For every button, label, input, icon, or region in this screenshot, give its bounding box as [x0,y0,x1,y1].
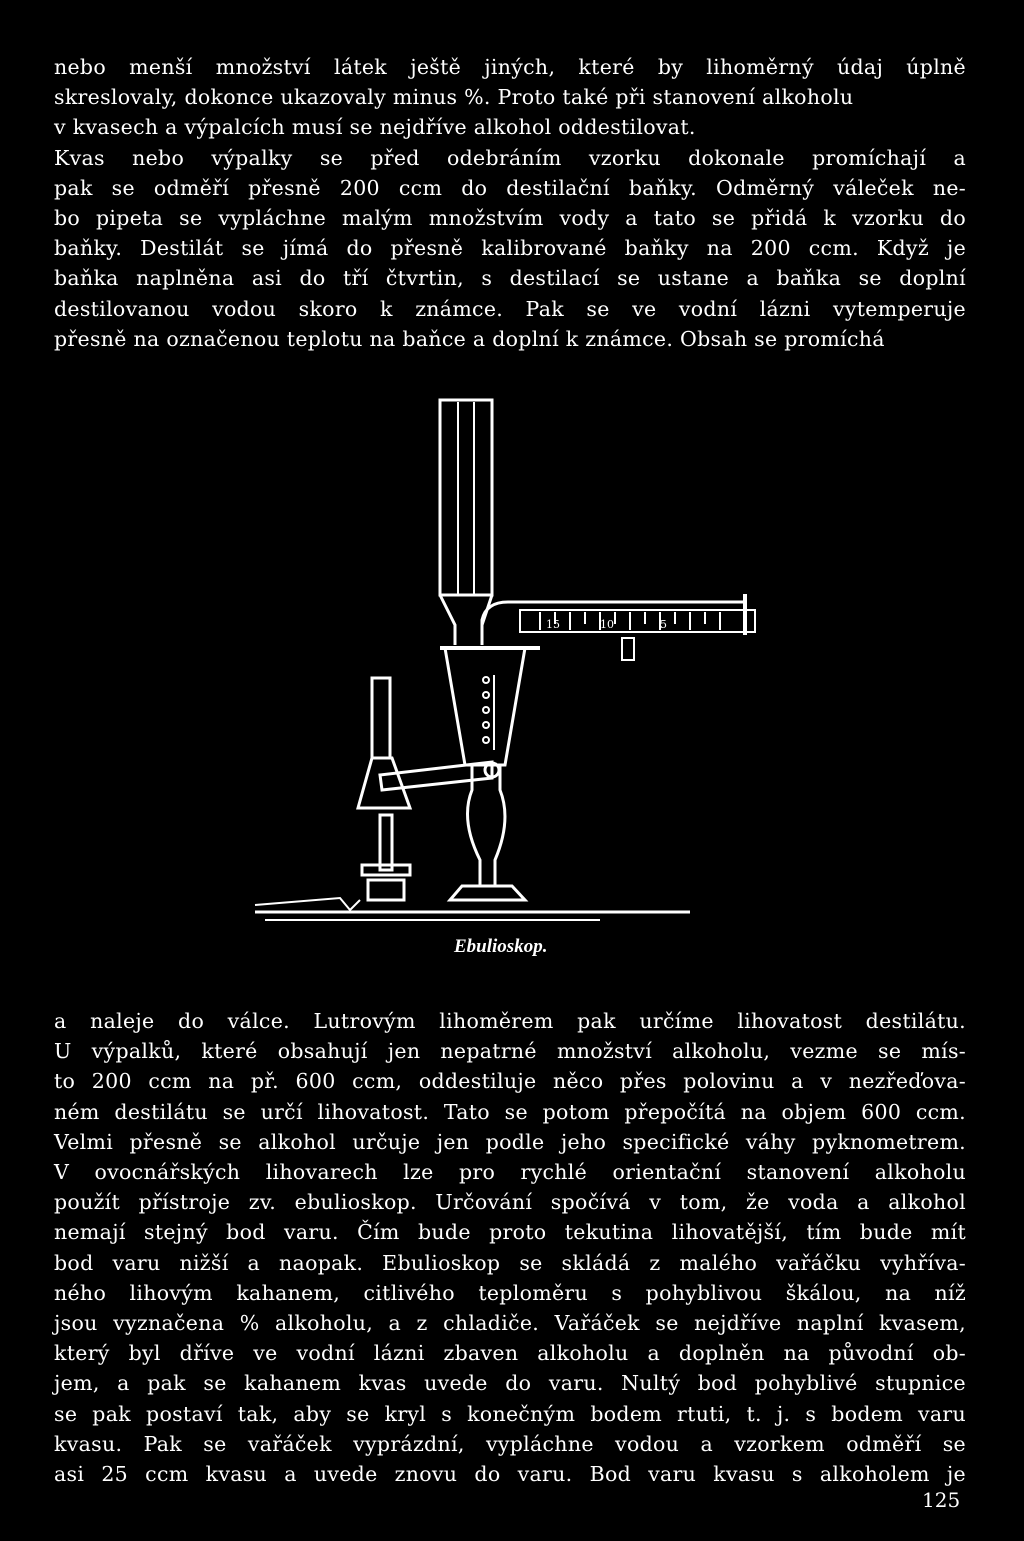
boiler-level-marks [483,675,494,750]
text-line: destilovanou vodou skoro k známce. Pak se ve vodní lázni vytemperuje [54,296,966,321]
condenser-tube [440,400,492,595]
text-line: přesně na označenou teplotu na baňce a doplní k známce. Obsah se promíchá [54,326,885,351]
text-line: baňka naplněna asi do tří čtvrtin, s destilací se ustane a baňka se doplní [54,266,966,291]
text-line: pak se odměří přesně 200 ccm do destilační baňky. Odměrný váleček ne- [54,175,966,200]
condenser-taper [440,595,492,645]
text-line: použít přístroje zv. ebulioskop. Určování spočívá v tom, že voda a alkohol [54,1190,966,1215]
page-number: 125 [922,1488,961,1512]
stand-cone [358,758,410,808]
text-line: bo pipeta se vypláchne malým množstvím vody a tato se přidá k vzorku do [54,206,966,231]
stand-upright [372,678,390,758]
scale-label: 15 [546,618,560,631]
text-line: bod varu nižší a naopak. Ebulioskop se skládá z malého vařáčku vyhříva- [54,1250,966,1275]
scale-clamp [622,638,634,660]
scale-label: 10 [600,618,614,631]
text-line: v kvasech a výpalcích musí se nejdříve alkohol oddestilovat. [54,115,696,140]
ground-tray [255,898,360,910]
text-line: skreslovaly, dokonce ukazovaly minus %. Proto také při stanovení alkoholu [54,85,854,110]
text-line: V ovocnářských lihovarech lze pro rychlé orientační stanovení alkoholu [54,1160,966,1185]
ebulioscope-illustration [250,390,770,935]
text-line: asi 25 ccm kvasu a uvede znovu do varu. Bod varu kvasu s alkoholem je [54,1462,966,1487]
text-line: kvasu. Pak se vařáček vyprázdní, vypláchne vodou a vzorkem odměří se [54,1431,966,1456]
scale-ticks [540,612,720,630]
text-line: se pak postaví tak, aby se kryl s konečným bodem rtuti, t. j. s bodem varu [54,1401,966,1426]
boiler-base [450,886,525,900]
top-paragraph [54,52,966,354]
text-line: který byl dříve ve vodní lázni zbaven alkoholu a doplněn na původní ob- [54,1341,966,1366]
text-line: to 200 ccm na př. 600 ccm, oddestiluje něco přes polovinu a v nezřeďova- [54,1069,966,1094]
figure-caption: Ebulioskop. [454,936,548,957]
scale-label: 5 [660,618,667,631]
text-line: ného lihovým kahanem, citlivého teploměru s pohyblivou škálou, na níž [54,1280,966,1305]
text-line: a naleje do válce. Lutrovým lihoměrem pak určíme lihovatost destilátu. [54,1009,966,1033]
text-line: baňky. Destilát se jímá do přesně kalibrované baňky na 200 ccm. Když je [54,236,966,261]
text-line: nemají stejný bod varu. Čím bude proto tekutina lihovatější, tím bude mít [54,1220,966,1245]
text-line: jsou vyznačena % alkoholu, a z chladiče. Vařáček se nejdříve naplní kvasem, [54,1311,966,1336]
text-line: ném destilátu se určí lihovatost. Tato se potom přepočítá na objem 600 ccm. [54,1099,966,1124]
text-line: U výpalků, které obsahují jen nepatrné množství alkoholu, vezme se mís- [54,1039,966,1064]
boiler-neck [468,765,505,885]
burner-wick [380,815,392,870]
text-line: Kvas nebo výpalky se před odebráním vzorku dokonale promíchají a [54,145,966,170]
burner-base [368,880,404,900]
text-line: jem, a pak se kahanem kvas uvede do varu. Nultý bod pohyblivé stupnice [54,1371,966,1396]
bottom-paragraph [54,1006,966,1489]
text-line: Velmi přesně se alkohol určuje jen podle jeho specifické váhy pyknometrem. [54,1129,966,1154]
text-line: nebo menší množství látek ještě jiných, které by lihoměrný údaj úplně [54,55,966,79]
